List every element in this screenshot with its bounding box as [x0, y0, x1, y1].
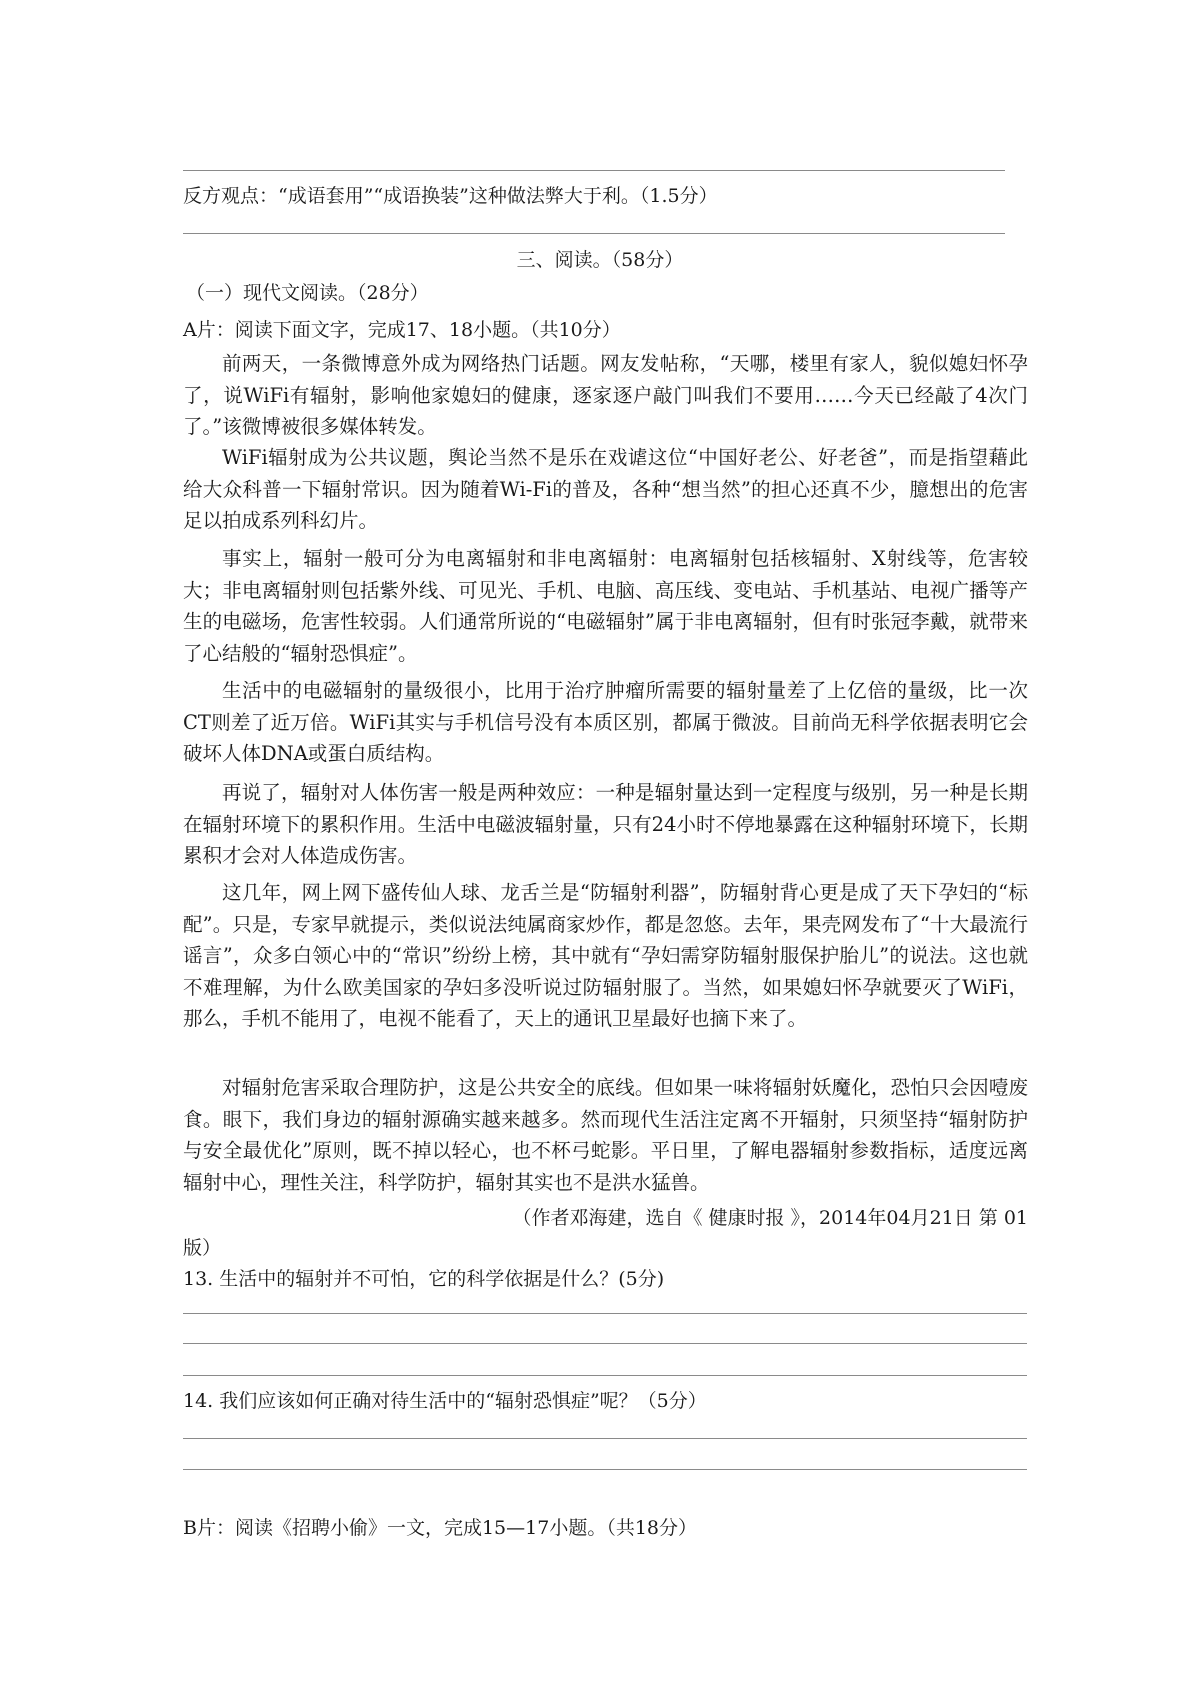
source-citation: （作者邓海建，选自《 健康时报 》，2014年04月21日 第 01 [512, 1207, 1028, 1229]
question-14: 14. 我们应该如何正确对待生活中的“辐射恐惧症”呢？（5分） [183, 1390, 707, 1412]
article-paragraph-3: 事实上，辐射一般可分为电离辐射和非电离辐射：电离辐射包括核辐射、X射线等，危害较大；非电离辐射则包括紫外线、可见光、手机、电脑、高压线、变电站、手机基站、电视广播等产生的电磁场，危害性较弱。人们通常所说的“电磁辐射”属于非电离辐射，但有时张冠李戴，就带来了心结般的“辐射恐惧症”。 [183, 547, 1028, 665]
article-paragraph-4: 生活中的电磁辐射的量级很小，比用于治疗肿瘤所需要的辐射量差了上亿倍的量级，比一次CT则差了近万倍。WiFi其实与手机信号没有本质区别，都属于微波。目前尚无科学依据表明它会破坏人体DNA或蛋白质结构。 [183, 679, 1028, 765]
question-13: 13. 生活中的辐射并不可怕，它的科学依据是什么？(5分) [183, 1268, 665, 1290]
answer-line [183, 170, 1005, 171]
section-title: 三、阅读。（58分） [516, 249, 684, 271]
opposing-view-prompt: 反方观点：“成语套用”“成语换装”这种做法弊大于利。（1.5分） [183, 185, 718, 207]
article-paragraph-5: 再说了，辐射对人体伤害一般是两种效应：一种是辐射量达到一定程度与级别，另一种是长期在辐射环境下的累积作用。生活中电磁波辐射量，只有24小时不停地暴露在这种辐射环境下，长期累积才会对人体造成伤害。 [183, 781, 1028, 867]
answer-line[interactable] [183, 1343, 1027, 1344]
answer-line[interactable] [183, 1438, 1027, 1439]
part-a-instruction: A片：阅读下面文字，完成17、18小题。（共10分） [183, 319, 621, 341]
article-paragraph-1: 前两天，一条微博意外成为网络热门话题。网友发帖称，“天哪，楼里有家人，貌似媳妇怀孕了，说WiFi有辐射，影响他家媳妇的健康，逐家逐户敲门叫我们不要用……今天已经敲了4次门了。”该微博被很多媒体转发。 [183, 352, 1028, 438]
answer-line[interactable] [183, 1313, 1027, 1314]
article-paragraph-6: 这几年，网上网下盛传仙人球、龙舌兰是“防辐射利器”，防辐射背心更是成了天下孕妇的“标配”。只是，专家早就提示，类似说法纯属商家炒作，都是忽悠。去年，果壳网发布了“十大最流行谣言”，众多白领心中的“常识”纷纷上榜，其中就有“孕妇需穿防辐射服保护胎儿”的说法。这也就不难理解，为什么欧美国家的孕妇多没听说过防辐射服了。当然，如果媳妇怀孕就要灭了WiFi，那么，手机不能用了，电视不能看了，天上的通讯卫星最好也摘下来了。 [183, 881, 1028, 1030]
answer-line[interactable] [183, 1375, 1027, 1376]
part-b-instruction: B片：阅读《招聘小偷》一文，完成15—17小题。（共18分） [183, 1517, 697, 1539]
article-paragraph-7: 对辐射危害采取合理防护，这是公共安全的底线。但如果一味将辐射妖魔化，恐怕只会因噎废食。眼下，我们身边的辐射源确实越来越多。然而现代生活注定离不开辐射，只须坚持“辐射防护与安全最优化”原则，既不掉以轻心，也不杯弓蛇影。平日里，了解电器辐射参数指标，适度远离辐射中心，理性关注，科学防护，辐射其实也不是洪水猛兽。 [183, 1076, 1028, 1194]
source-citation-end: 版） [183, 1237, 222, 1259]
answer-line [183, 233, 1005, 234]
answer-line[interactable] [183, 1469, 1027, 1470]
article-paragraph-2: WiFi辐射成为公共议题，舆论当然不是乐在戏谑这位“中国好老公、好老爸”，而是指望藉此给大众科普一下辐射常识。因为随着Wi-Fi的普及，各种“想当然”的担心还真不少，臆想出的危害足以拍成系列科幻片。 [183, 446, 1028, 532]
subsection-title: （一）现代文阅读。（28分） [186, 282, 429, 304]
